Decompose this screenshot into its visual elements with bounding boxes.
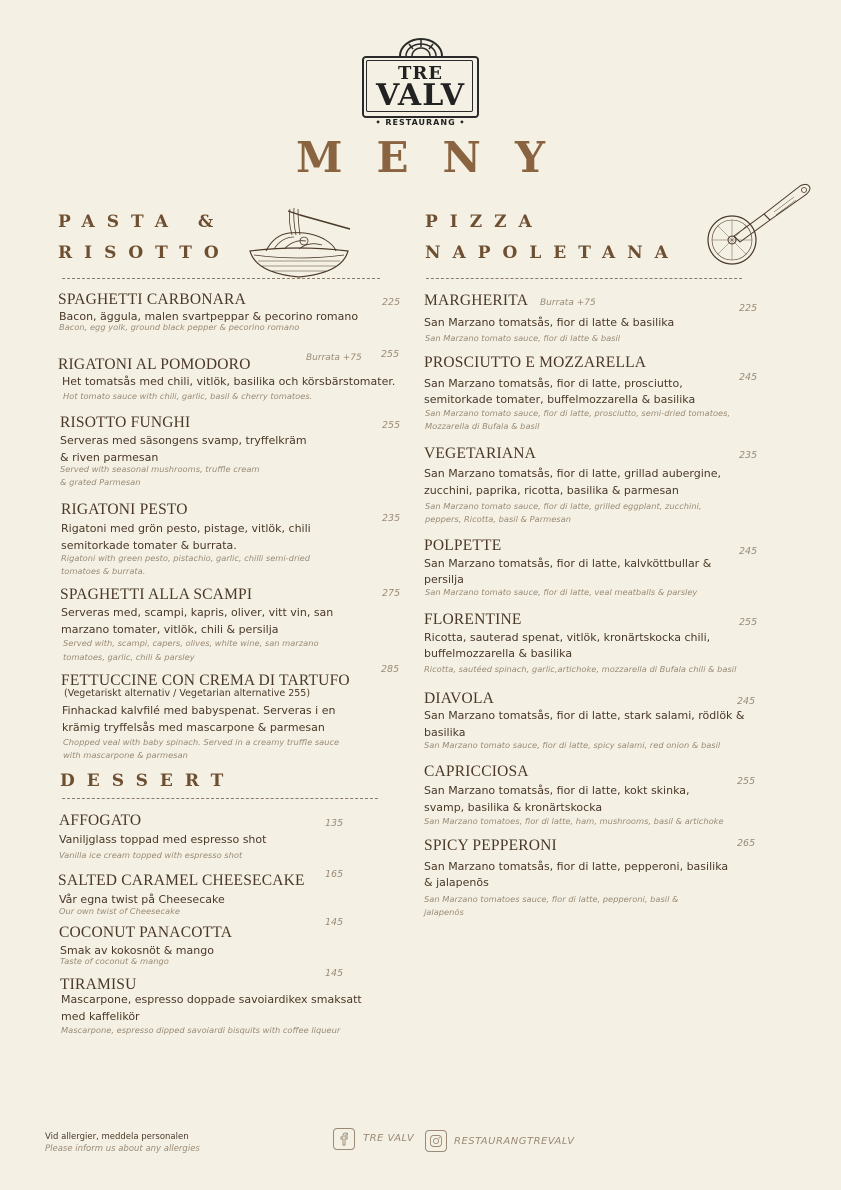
instagram-icon[interactable] [425, 1130, 447, 1152]
item-price: 145 [325, 917, 344, 928]
pizza-title-line1: PIZZA [425, 212, 544, 232]
item-name: RISOTTO FUNGHI [60, 414, 191, 431]
item-description-sv: marzano tomater, vitlök, chili & persilja [61, 623, 279, 636]
item-description-en: Mozzarella di Bufala & basil [425, 421, 540, 431]
item-price: 285 [381, 664, 400, 675]
item-description-sv: Serveras med säsongens svamp, tryffelkräm [60, 434, 307, 447]
item-price: 245 [737, 696, 756, 707]
item-name: SPAGHETTI ALLA SCAMPI [60, 586, 253, 603]
item-description-en: San Marzano tomatoes, fior di latte, ham, mushrooms, basil & artichoke [424, 816, 724, 826]
logo-restaurang: • RESTAURANG • [375, 118, 466, 127]
item-name: TIRAMISU [60, 976, 137, 993]
item-description-en: San Marzano tomato sauce, fior di latte, prosciutto, semi-dried tomatoes, [425, 408, 731, 418]
item-description-en: with mascarpone & parmesan [63, 750, 188, 760]
item-description-sv: svamp, basilika & kronärtskocka [424, 801, 603, 814]
logo [362, 36, 479, 128]
logo-tre: TRE [397, 63, 444, 84]
item-description-en: tomatoes, garlic, chili & parsley [63, 652, 195, 662]
item-description-en: Our own twist of Cheesecake [59, 906, 181, 916]
logo-valv: VALV [375, 78, 466, 113]
page-title: MENY [296, 133, 579, 182]
item-price: 265 [737, 838, 756, 849]
item-name: FLORENTINE [424, 611, 522, 628]
item-description-en: Rigatoni with green pesto, pistachio, garlic, chilli semi-dried [61, 553, 311, 563]
item-price: 245 [739, 372, 758, 383]
item-description-sv: Serveras med, scampi, kapris, oliver, vitt vin, san [61, 606, 334, 619]
item-price: 255 [737, 776, 756, 787]
item-description-en: San Marzano tomato sauce, fior di latte, grilled eggplant, zucchini, [425, 501, 702, 511]
item-price: 145 [325, 968, 344, 979]
item-description-en: Served with seasonal mushrooms, truffle cream [60, 464, 260, 474]
item-description-sv: Bacon, äggula, malen svartpeppar & pecorino romano [59, 310, 359, 323]
item-addon: Burrata +75 [540, 298, 596, 308]
item-name: CAPRICCIOSA [424, 763, 529, 780]
pizza-cutter-illustration-icon [704, 180, 814, 270]
item-price: 235 [382, 513, 401, 524]
item-name: POLPETTE [424, 537, 502, 554]
item-description-sv: San Marzano tomatsås, fior di latte, pepperoni, basilika [424, 860, 729, 873]
item-name: PROSCIUTTO E MOZZARELLA [424, 354, 647, 371]
item-description-sv: persilja [424, 573, 464, 586]
item-price: 255 [739, 617, 758, 628]
item-name: RIGATONI AL POMODORO [58, 356, 251, 373]
item-description-sv: San Marzano tomatsås, fior di latte, prosciutto, [424, 377, 683, 390]
item-name: SPICY PEPPERONI [424, 837, 557, 854]
item-description-sv: semitorkade tomater & burrata. [61, 539, 237, 552]
item-description-en: San Marzano tomato sauce, fior di latte, spicy salami, red onion & basil [424, 740, 721, 750]
item-description-en: San Marzano tomato sauce, fior di latte & basil [425, 333, 621, 343]
item-description-en: Bacon, egg yolk, ground black pepper & pecorino romano [59, 322, 300, 332]
pasta-divider [62, 278, 380, 279]
item-price: 255 [381, 349, 400, 360]
item-description-en: Ricotta, sautéed spinach, garlic,artichoke, mozzarella di Bufala chili & basil [424, 664, 737, 674]
item-description-sv: Vår egna twist på Cheesecake [59, 893, 225, 906]
item-description-sv: Rigatoni med grön pesto, pistage, vitlök, chili [61, 522, 311, 535]
item-price: 225 [382, 297, 401, 308]
item-description-sv: zucchini, paprika, ricotta, basilika & parmesan [424, 484, 679, 497]
item-description-en: San Marzano tomato sauce, fior di latte, veal meatballs & parsley [425, 587, 698, 597]
allergy-notice-sv: Vid allergier, meddela personalen [45, 1132, 189, 1142]
item-description-en: peppers, Ricotta, basil & Parmesan [425, 514, 571, 524]
item-name: FETTUCCINE CON CREMA DI TARTUFO [61, 672, 350, 689]
item-price: 165 [325, 869, 344, 880]
instagram-link[interactable]: RESTAURANGTREVALV [454, 1136, 575, 1147]
item-addon: Burrata +75 [306, 353, 362, 363]
item-price: 255 [382, 420, 401, 431]
item-name: VEGETARIANA [424, 445, 537, 462]
item-description-sv: Ricotta, sauterad spenat, vitlök, kronärtskocka chili, [424, 631, 711, 644]
item-description-sv: San Marzano tomatsås, fior di latte & basilika [424, 316, 675, 329]
item-description-en: Vanilla ice cream topped with espresso shot [59, 850, 243, 860]
item-description-sv: basilika [424, 726, 466, 739]
pizza-divider [426, 278, 742, 279]
item-description-sv: & riven parmesan [60, 451, 159, 464]
item-description-en: jalapenõs [424, 907, 464, 917]
item-note: (Vegetariskt alternativ / Vegetarian alternative 255) [64, 688, 311, 699]
item-description-sv: Het tomatsås med chili, vitlök, basilika och körsbärstomater. [62, 375, 396, 388]
item-description-sv: & jalapenõs [424, 876, 489, 889]
allergy-notice [45, 1131, 200, 1155]
facebook-icon[interactable] [333, 1128, 355, 1150]
pizza-title-line2: NAPOLETANA [425, 243, 680, 263]
item-description-sv: krämig tryffelsås med mascarpone & parmesan [62, 721, 325, 734]
item-description-sv: med kaffelikör [61, 1010, 140, 1023]
pasta-title-line2: RISOTTO [58, 243, 231, 263]
item-description-sv: Finhackad kalvfilé med babyspenat. Serveras i en [62, 704, 336, 717]
dessert-title: DESSERT [60, 771, 236, 791]
dessert-divider [62, 798, 378, 799]
item-name: SALTED CARAMEL CHEESECAKE [58, 872, 305, 889]
item-description-sv: San Marzano tomatsås, fior di latte, kokt skinka, [424, 784, 690, 797]
item-name: DIAVOLA [424, 690, 494, 707]
item-name: RIGATONI PESTO [61, 501, 188, 518]
item-description-en: Taste of coconut & mango [60, 956, 169, 966]
arch-emblem-icon [396, 36, 446, 58]
item-description-sv: Smak av kokosnöt & mango [60, 944, 214, 957]
item-description-en: Chopped veal with baby spinach. Served in a creamy truffle sauce [63, 737, 340, 747]
item-description-sv: Vaniljglass toppad med espresso shot [59, 833, 267, 846]
allergy-notice-en: Please inform us about any allergies [45, 1144, 200, 1154]
item-description-en: Served with, scampi, capers, olives, white wine, san marzano [63, 638, 319, 648]
item-name: SPAGHETTI CARBONARA [58, 291, 246, 308]
facebook-link[interactable]: TRE VALV [363, 1133, 415, 1144]
item-description-en: Mascarpone, espresso dipped savoiardi bisquits with coffee liqueur [61, 1025, 341, 1035]
item-description-en: San Marzano tomatoes sauce, fior di latte, pepperoni, basil & [424, 894, 679, 904]
item-description-en: Hot tomato sauce with chili, garlic, basil & cherry tomatoes. [63, 391, 313, 401]
item-name: AFFOGATO [59, 812, 142, 829]
item-price: 235 [739, 450, 758, 461]
item-description-sv: semitorkade tomater, buffelmozzarella & basilika [424, 393, 696, 406]
item-name: MARGHERITA [424, 292, 529, 309]
item-price: 225 [739, 303, 758, 314]
pasta-bowl-illustration-icon [244, 205, 354, 280]
item-description-sv: San Marzano tomatsås, fior di latte, stark salami, rödlök & [424, 709, 745, 722]
item-description-sv: San Marzano tomatsås, fior di latte, grillad aubergine, [424, 467, 722, 480]
item-price: 135 [325, 818, 344, 829]
item-description-sv: Mascarpone, espresso doppade savoiardikex smaksatt [61, 993, 362, 1006]
item-description-en: tomatoes & burrata. [61, 566, 146, 576]
item-description-en: & grated Parmesan [60, 477, 141, 487]
pasta-title-line1: PASTA & [58, 212, 226, 232]
item-price: 275 [382, 588, 401, 599]
item-description-sv: San Marzano tomatsås, fior di latte, kalvköttbullar & [424, 557, 712, 570]
item-price: 245 [739, 546, 758, 557]
item-name: COCONUT PANACOTTA [59, 924, 233, 941]
item-description-sv: buffelmozzarella & basilika [424, 647, 573, 660]
